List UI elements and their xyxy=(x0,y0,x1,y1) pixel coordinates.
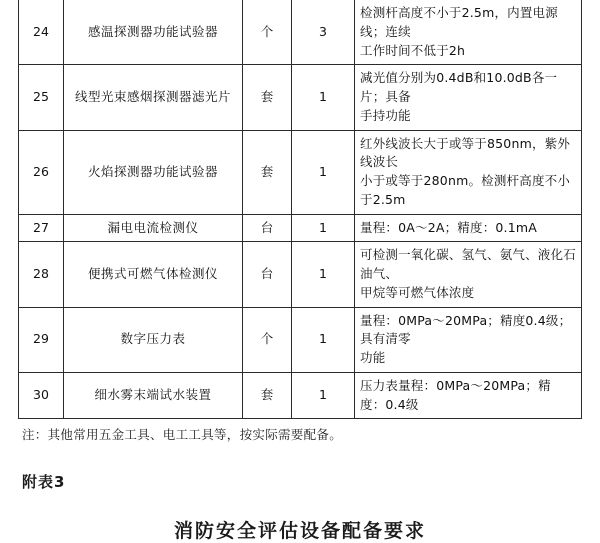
row-quantity: 1 xyxy=(292,372,355,419)
spec-line: 工作时间不低于2h xyxy=(360,42,466,58)
page-title: 消防安全评估设备配备要求 xyxy=(173,520,426,543)
spec-line: 甲烷等可燃气体浓度 xyxy=(360,284,475,300)
row-unit: 套 xyxy=(243,65,292,130)
table-row xyxy=(19,65,582,130)
row-equipment-name: 数字压力表 xyxy=(64,307,243,372)
row-number: 26 xyxy=(19,130,64,214)
table-row xyxy=(19,0,582,65)
spec-line: 减光值分别为0.4dB和10.0dB各一片；具备 xyxy=(360,70,558,104)
row-number: 25 xyxy=(19,65,64,130)
row-unit: 个 xyxy=(243,0,292,65)
row-number: 29 xyxy=(19,307,64,372)
table-row xyxy=(19,130,582,214)
row-equipment-name: 线型光束感烟探测器滤光片 xyxy=(64,65,243,130)
table-note: 注：其他常用五金工具、电工工具等，按实际需要配备。 xyxy=(22,427,343,443)
row-quantity: 1 xyxy=(292,65,355,130)
row-number: 24 xyxy=(19,0,64,65)
row-specification xyxy=(355,130,582,214)
row-unit: 台 xyxy=(243,242,292,307)
spec-line: 量程：0A～2A；精度：0.1mA xyxy=(360,219,538,235)
row-quantity: 1 xyxy=(292,214,355,242)
table-row xyxy=(19,242,582,307)
equipment-table xyxy=(18,0,582,419)
spec-line: 压力表量程：0MPa～20MPa；精度：0.4级 xyxy=(360,377,551,412)
appendix-label: 附表3 xyxy=(22,473,66,492)
row-unit: 台 xyxy=(243,214,292,242)
spec-line: 小于或等于280nm。检测杆高度不小于2.5m xyxy=(360,173,571,207)
row-equipment-name: 便携式可燃气体检测仪 xyxy=(64,242,243,307)
row-specification xyxy=(355,307,582,372)
table-body xyxy=(19,0,582,419)
spec-line: 可检测一氧化碳、氢气、氨气、液化石油气、 xyxy=(360,247,576,281)
row-specification xyxy=(355,372,582,419)
row-unit: 套 xyxy=(243,372,292,419)
row-equipment-name: 漏电电流检测仪 xyxy=(64,214,243,242)
row-number: 28 xyxy=(19,242,64,307)
row-equipment-name: 感温探测器功能试验器 xyxy=(64,0,243,65)
row-number: 30 xyxy=(19,372,64,419)
row-quantity: 1 xyxy=(292,307,355,372)
row-unit: 个 xyxy=(243,307,292,372)
row-specification xyxy=(355,0,582,65)
row-quantity: 3 xyxy=(292,0,355,65)
row-specification xyxy=(355,242,582,307)
table-row xyxy=(19,372,582,419)
table-row xyxy=(19,307,582,372)
row-specification xyxy=(355,65,582,130)
spec-line: 红外线波长大于或等于850nm，紫外线波长 xyxy=(360,135,571,170)
row-unit: 套 xyxy=(243,130,292,214)
row-specification xyxy=(355,214,582,242)
row-quantity: 1 xyxy=(292,130,355,214)
spec-line: 检测杆高度不小于2.5m，内置电源线；连续 xyxy=(360,5,558,39)
spec-line: 功能 xyxy=(360,350,386,365)
spec-line: 量程：0MPa～20MPa；精度0.4级；具有清零 xyxy=(360,312,572,347)
row-equipment-name: 细水雾末端试水装置 xyxy=(64,372,243,419)
row-number: 27 xyxy=(19,214,64,242)
spec-line: 手持功能 xyxy=(360,107,411,123)
row-equipment-name: 火焰探测器功能试验器 xyxy=(64,130,243,214)
table-row xyxy=(19,214,582,242)
row-quantity: 1 xyxy=(292,242,355,307)
